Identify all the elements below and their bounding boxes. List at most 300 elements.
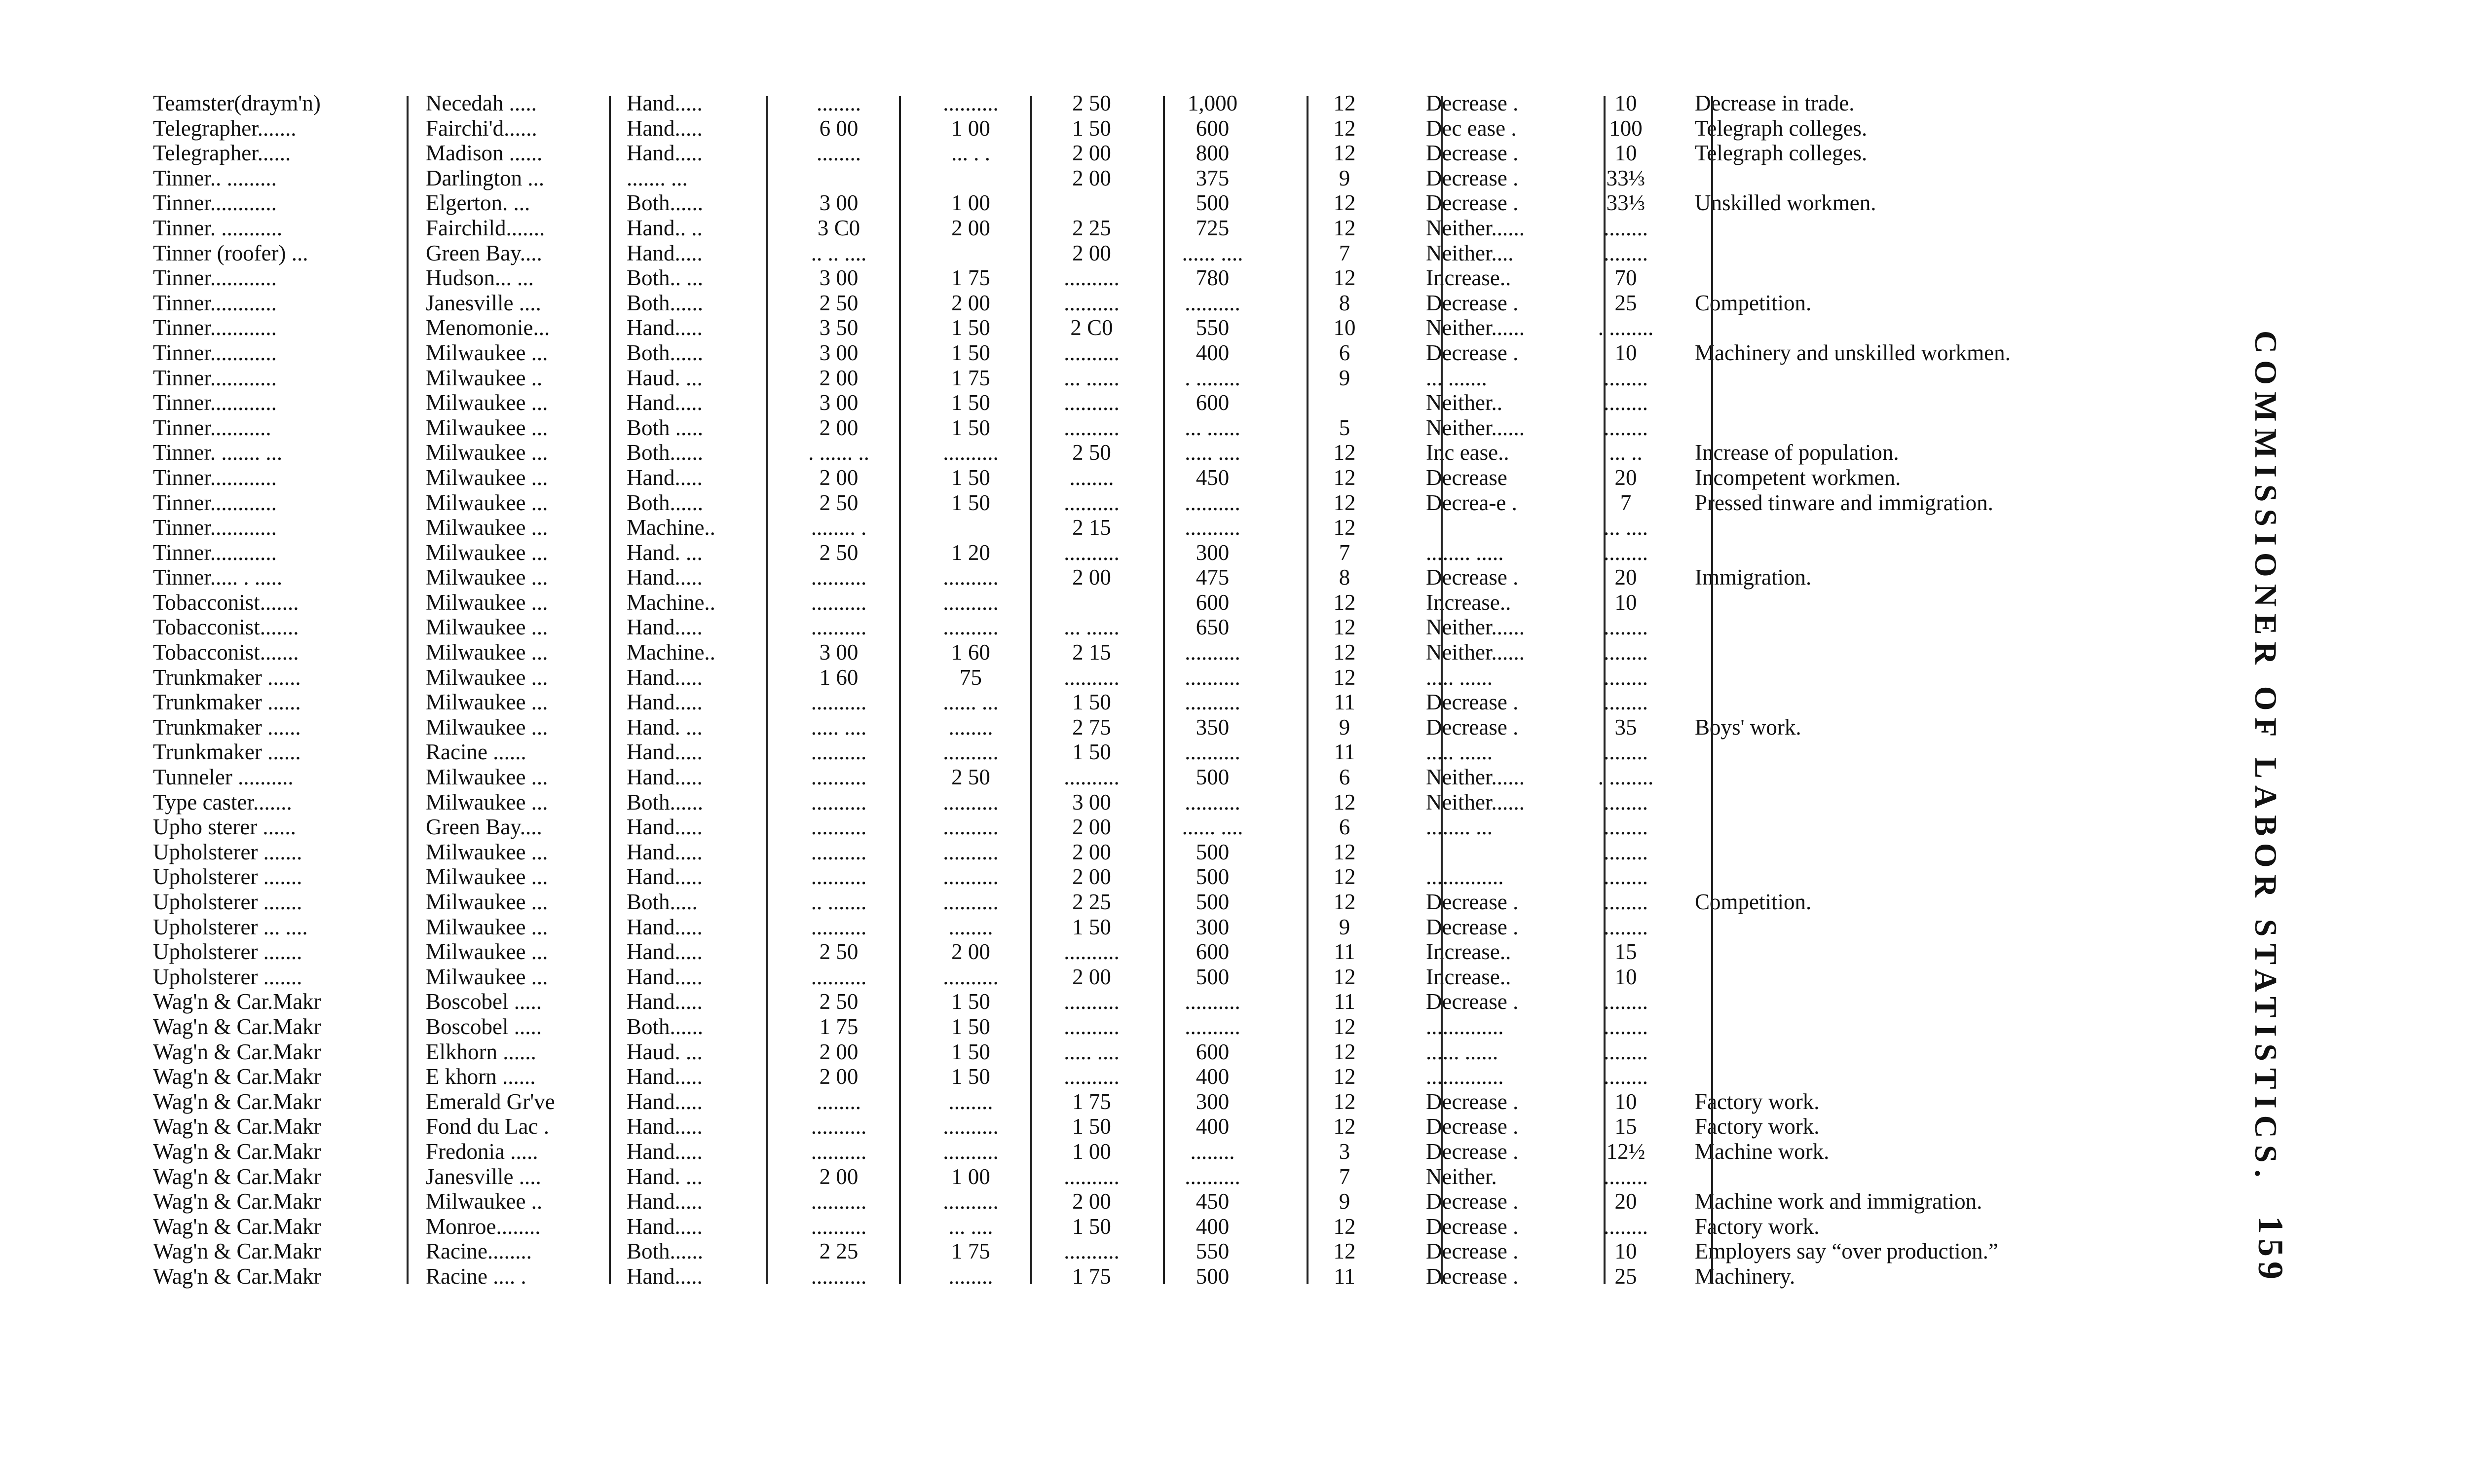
months-employed-cell: 12 [1333,890,1356,914]
wage-change-cell: Decrease . [1426,1214,1519,1239]
table-row [153,216,2201,241]
table-row [153,1189,2201,1214]
occupation-cell: Upholsterer ....... [153,964,302,989]
change-percent-cell: ........ [1604,415,1648,440]
occupation-cell: Tobacconist....... [153,615,299,640]
table-row [153,1264,2201,1289]
reason-cell: Factory work. [1695,1114,1820,1139]
wage-cell: .......... [1064,1064,1120,1089]
power-type-cell: Both ..... [627,415,704,440]
change-percent-cell: 10 [1614,590,1637,615]
earnings-cell: 600 [1196,390,1230,415]
wage-cell: .......... [1064,265,1120,291]
change-percent-cell: 20 [1614,1189,1637,1214]
occupation-cell: Tinner............ [153,315,277,340]
power-type-cell: Hand..... [627,465,703,490]
table-row [153,190,2201,216]
reason-cell [1680,265,2198,291]
wage-change-cell: .............. [1426,864,1504,890]
table-row [153,815,2201,840]
occupation-cell: Tinner............ [153,340,277,365]
power-type-cell: Haud. ... [627,1039,703,1064]
table-row [153,415,2201,441]
change-percent-cell: ........ [1604,914,1648,939]
table-row [153,965,2201,990]
power-type-cell: Both...... [627,340,704,365]
occupation-cell: Tinner............ [153,540,277,565]
wage-cell: 3 00 [819,265,859,291]
reason-cell [1680,540,2198,565]
wage-cell: .. .. .... [811,240,867,265]
months-employed-cell: 7 [1339,240,1350,265]
power-type-cell: Both...... [627,490,704,515]
wage-cell: ..... .... [1064,1039,1120,1064]
earnings-cell: 500 [1196,864,1230,890]
wage-cell: 1 50 [951,465,990,490]
location-cell: Milwaukee ... [426,615,548,640]
page-number: 159 [2251,1216,2290,1284]
wage-cell: 3 00 [1072,789,1111,815]
occupation-cell: Upholsterer ....... [153,839,302,864]
occupation-cell: Tinner. ........... [153,215,283,240]
wage-cell: ... .... [948,1214,993,1239]
wage-cell: .......... [1064,340,1120,365]
wage-cell: 1 60 [951,640,990,665]
earnings-cell: 475 [1196,565,1230,590]
wage-change-cell: Decrease . [1426,989,1519,1014]
reason-cell: Machinery. [1695,1263,1795,1289]
power-type-cell: Both...... [627,190,704,216]
months-employed-cell: 12 [1333,265,1356,291]
wage-cell: 1 75 [1072,1263,1111,1289]
table-row [153,366,2201,391]
change-percent-cell: ........ [1604,240,1648,265]
column-rule [1030,96,1032,1284]
wage-cell: 2 00 [1072,165,1111,190]
change-percent-cell: 12½ [1606,1139,1645,1164]
earnings-cell: .......... [1185,1014,1240,1039]
change-percent-cell: ........ [1604,640,1648,665]
wage-cell [1036,190,1147,216]
earnings-cell: 400 [1196,1114,1230,1139]
location-cell: Milwaukee ... [426,914,548,939]
power-type-cell: Hand..... [627,240,703,265]
occupation-cell: Wag'n & Car.Makr [153,1263,321,1289]
wage-cell [905,515,1036,540]
occupation-cell: Wag'n & Car.Makr [153,1014,321,1039]
wage-cell: .......... [943,815,999,840]
earnings-cell: .......... [1185,665,1240,690]
wage-cell: ... ...... [1064,615,1120,640]
reason-cell: Factory work. [1695,1089,1820,1114]
change-percent-cell: 20 [1614,465,1637,490]
occupation-cell: Tinner............ [153,465,277,490]
power-type-cell: Hand..... [627,615,703,640]
table-row [153,390,2201,415]
wage-cell: 1 00 [951,190,990,216]
earnings-cell: 300 [1196,540,1230,565]
wage-cell: .......... [1064,665,1120,690]
occupation-cell: Wag'n & Car.Makr [153,1214,321,1239]
table-row [153,315,2201,340]
months-employed-cell: 12 [1333,665,1356,690]
months-employed-cell: 11 [1334,690,1355,715]
earnings-cell: 500 [1196,765,1230,790]
wage-cell: 2 00 [819,465,859,490]
wage-cell: .......... [1064,415,1120,440]
table-row [153,565,2201,590]
earnings-cell: 500 [1196,839,1230,864]
occupation-cell: Tinner............ [153,290,277,315]
wage-cell: 1 75 [819,1014,859,1039]
location-cell: Milwaukee ... [426,839,548,864]
reason-cell: Machinery and unskilled workmen. [1695,340,2011,365]
change-percent-cell: ........ [1604,1014,1648,1039]
table-row [153,690,2201,715]
wage-cell: 1 60 [819,665,859,690]
occupation-cell: Tinner............ [153,190,277,216]
wage-change-cell: ...... ...... [1426,1039,1498,1064]
table-row [153,265,2201,291]
occupation-cell: Wag'n & Car.Makr [153,1239,321,1264]
wage-cell: .......... [811,789,867,815]
wage-cell: .......... [943,590,999,615]
reason-cell [1680,1039,2198,1065]
wage-change-cell: Decrease . [1426,890,1519,914]
wage-cell: .......... [943,1139,999,1164]
wage-change-cell [1411,840,1571,865]
reason-cell: Factory work. [1695,1214,1820,1239]
wage-cell [905,241,1036,266]
change-percent-cell: ........ [1604,1164,1648,1189]
wage-cell: .......... [1064,1239,1120,1264]
wage-change-cell: Decrease . [1426,1263,1519,1289]
wage-cell: ........ [948,914,993,939]
wage-cell: ... . . [951,141,990,166]
power-type-cell: Hand..... [627,740,703,765]
power-type-cell: Hand..... [627,91,703,115]
change-percent-cell: 7 [1620,490,1632,515]
location-cell: Milwaukee ... [426,890,548,914]
location-cell: Green Bay.... [426,815,542,840]
earnings-cell: .......... [1185,290,1240,315]
location-cell: Milwaukee ... [426,415,548,440]
reason-cell: Increase of population. [1695,440,1899,465]
reason-cell [1680,815,2198,840]
wage-cell: 1 00 [951,1164,990,1189]
months-employed-cell: 9 [1339,365,1350,390]
reason-cell [1680,640,2198,665]
table-row [153,340,2201,366]
wage-cell: 3 50 [819,315,859,340]
table-row [153,1014,2201,1039]
column-rule [407,96,409,1284]
power-type-cell: Machine.. [627,590,715,615]
location-cell: Milwaukee ... [426,714,548,740]
earnings-cell: 300 [1196,914,1230,939]
wage-cell: 2 00 [819,1039,859,1064]
occupation-cell: Wag'n & Car.Makr [153,1114,321,1139]
location-cell: Boscobel ..... [426,1014,542,1039]
occupation-cell: Wag'n & Car.Makr [153,1139,321,1164]
power-type-cell: Hand. ... [627,714,703,740]
reason-cell: Telegraph colleges. [1695,141,1868,166]
earnings-cell: 500 [1196,890,1230,914]
wage-cell: 1 50 [1072,740,1111,765]
table-row [153,1239,2201,1264]
occupation-cell: Tinner. ....... ... [153,440,283,465]
change-percent-cell: ........ [1604,740,1648,765]
table-row [153,1064,2201,1089]
location-cell: Milwaukee ... [426,939,548,965]
reason-cell [1680,515,2198,540]
earnings-cell: 500 [1196,1263,1230,1289]
change-percent-cell: ........ [1604,1064,1648,1089]
wage-cell: ...... ... [943,690,999,715]
wage-cell: .......... [1064,765,1120,790]
earnings-cell: .......... [1185,515,1240,540]
reason-cell: Machine work. [1695,1139,1830,1164]
location-cell: Emerald Gr've [426,1089,555,1114]
power-type-cell: Hand..... [627,839,703,864]
column-rule [1711,96,1713,1284]
wage-cell: .......... [1064,1014,1120,1039]
months-employed-cell: 11 [1334,939,1355,965]
table-row [153,490,2201,516]
table-row [153,1039,2201,1065]
months-employed-cell: 3 [1339,1139,1350,1164]
wage-cell: 1 75 [1072,1089,1111,1114]
wage-cell: .......... [943,1114,999,1139]
reason-cell [1680,740,2198,765]
earnings-cell: 725 [1196,215,1230,240]
wage-cell: .......... [811,964,867,989]
wage-cell: 3 00 [819,390,859,415]
wage-change-cell: Decrease . [1426,1189,1519,1214]
power-type-cell: Hand..... [627,815,703,840]
wage-cell: 2 00 [1072,864,1111,890]
power-type-cell: Both...... [627,789,704,815]
change-percent-cell: ........ [1604,215,1648,240]
table-row [153,715,2201,740]
wage-cell: 2 15 [1072,515,1111,540]
wage-cell: 1 50 [951,989,990,1014]
wage-change-cell: ........ ..... [1426,540,1504,565]
power-type-cell: Machine.. [627,640,715,665]
wage-change-cell: Neither...... [1426,789,1525,815]
wage-cell: .......... [811,1189,867,1214]
months-employed-cell: 12 [1333,190,1356,216]
reason-cell: Competition. [1695,290,1812,315]
months-employed-cell [1278,390,1411,415]
months-employed-cell: 11 [1334,1263,1355,1289]
location-cell: Milwaukee ... [426,540,548,565]
reason-cell: Decrease in trade. [1695,91,1855,115]
wage-cell: .. ....... [811,890,867,914]
wage-change-cell: Increase.. [1426,265,1511,291]
column-rule [609,96,611,1284]
reason-cell: Telegraph colleges. [1695,115,1868,141]
wage-cell: .......... [943,964,999,989]
power-type-cell: Hand..... [627,115,703,141]
change-percent-cell: ........ [1604,839,1648,864]
wage-change-cell: Decrease . [1426,190,1519,216]
wage-cell: .......... [1064,290,1120,315]
occupation-cell: Wag'n & Car.Makr [153,1039,321,1064]
months-employed-cell: 12 [1333,115,1356,141]
wage-cell: ..... .... [811,714,867,740]
wage-cell: 1 50 [1072,690,1111,715]
wage-cell: 2 00 [951,939,990,965]
power-type-cell: Haud. ... [627,365,703,390]
wage-cell: .......... [943,565,999,590]
months-employed-cell: 12 [1333,789,1356,815]
location-cell: Milwaukee ... [426,440,548,465]
earnings-cell: 780 [1196,265,1230,291]
months-employed-cell: 12 [1333,590,1356,615]
earnings-cell: 400 [1196,340,1230,365]
change-percent-cell: ........ [1604,989,1648,1014]
power-type-cell: Hand..... [627,765,703,790]
location-cell: Racine ...... [426,740,526,765]
wage-cell: 1 50 [951,390,990,415]
wage-cell: .......... [1064,490,1120,515]
months-employed-cell: 12 [1333,1114,1356,1139]
power-type-cell: Machine.. [627,515,715,540]
wage-change-cell: .............. [1426,1064,1504,1089]
table-row [153,1139,2201,1164]
wage-change-cell: ..... ...... [1426,740,1493,765]
change-percent-cell: ........ [1604,789,1648,815]
occupation-cell: Telegrapher...... [153,141,291,166]
earnings-cell: 600 [1196,1039,1230,1064]
wage-cell: .......... [943,890,999,914]
location-cell: Racine .... . [426,1263,526,1289]
column-rule [1441,96,1443,1284]
occupation-cell: Upholsterer ....... [153,939,302,965]
location-cell: Milwaukee .. [426,365,543,390]
wage-cell [905,166,1036,191]
reason-cell [1680,840,2198,865]
reason-cell [1680,366,2198,391]
location-cell: Milwaukee ... [426,640,548,665]
table-row [153,890,2201,915]
occupation-cell: Upholsterer ... .... [153,914,308,939]
occupation-cell: Upholsterer ....... [153,864,302,890]
change-percent-cell: 35 [1614,714,1637,740]
wage-cell: ........ [1069,465,1114,490]
change-percent-cell: . ........ [1598,765,1654,790]
power-type-cell: Both...... [627,290,704,315]
earnings-cell: 600 [1196,115,1230,141]
wage-cell: .......... [943,440,999,465]
earnings-cell: 500 [1196,964,1230,989]
location-cell: Necedah ..... [426,91,537,115]
table-row [153,440,2201,465]
location-cell: Milwaukee ... [426,340,548,365]
wage-cell: 1 75 [951,365,990,390]
location-cell: Milwaukee ... [426,765,548,790]
months-employed-cell: 9 [1339,914,1350,939]
months-employed-cell: 12 [1333,964,1356,989]
occupation-cell: Trunkmaker ...... [153,690,301,715]
earnings-cell: 375 [1196,165,1230,190]
table-row [153,465,2201,490]
wage-change-cell: Neither...... [1426,765,1525,790]
occupation-cell: Wag'n & Car.Makr [153,1064,321,1089]
months-employed-cell: 12 [1333,1089,1356,1114]
wage-cell: 2 50 [819,989,859,1014]
table-row [153,166,2201,191]
table-row [153,765,2201,790]
wage-change-cell: Neither.... [1426,240,1514,265]
power-type-cell: Both...... [627,1014,704,1039]
reason-cell [1680,1164,2198,1189]
wage-cell: ........ . [811,515,867,540]
wage-cell: . ...... .. [808,440,869,465]
wage-cell: 1 50 [1072,1214,1111,1239]
wage-cell: 2 00 [1072,839,1111,864]
power-type-cell: Hand..... [627,1114,703,1139]
location-cell: Janesville .... [426,290,541,315]
location-cell: Milwaukee ... [426,789,548,815]
table-row [153,840,2201,865]
earnings-cell: 650 [1196,615,1230,640]
location-cell: Milwaukee ... [426,565,548,590]
location-cell: Elkhorn ...... [426,1039,536,1064]
table-row [153,515,2201,540]
location-cell: Menomonie... [426,315,550,340]
wage-change-cell: Decrease . [1426,690,1519,715]
wage-cell: .......... [811,1139,867,1164]
power-type-cell: Hand. ... [627,540,703,565]
occupation-cell: Tinner (roofer) ... [153,240,308,265]
wage-change-cell: Neither...... [1426,640,1525,665]
wage-cell: .......... [811,839,867,864]
change-percent-cell: 70 [1614,265,1637,291]
months-employed-cell: 12 [1333,615,1356,640]
months-employed-cell: 12 [1333,1039,1356,1064]
power-type-cell: Both..... [627,890,698,914]
earnings-cell: 450 [1196,1189,1230,1214]
change-percent-cell: 15 [1614,939,1637,965]
power-type-cell: Hand..... [627,665,703,690]
wage-cell: 1 50 [951,490,990,515]
power-type-cell: Hand..... [627,690,703,715]
wage-change-cell [1411,515,1571,540]
months-employed-cell: 12 [1333,490,1356,515]
months-employed-cell: 12 [1333,1239,1356,1264]
power-type-cell: Hand..... [627,914,703,939]
wage-cell [772,166,905,191]
change-percent-cell: 10 [1614,964,1637,989]
power-type-cell: Hand.. .. [627,215,703,240]
reason-cell: Employers say “over production.” [1695,1239,1998,1264]
change-percent-cell: 25 [1614,290,1637,315]
occupation-cell: Telegrapher....... [153,115,297,141]
occupation-cell: Tobacconist....... [153,640,299,665]
wage-cell: 1 50 [951,1014,990,1039]
reason-cell [1680,1014,2198,1039]
location-cell: E khorn ...... [426,1064,536,1089]
wage-change-cell: Decrea-e . [1426,490,1517,515]
table-row [153,640,2201,665]
change-percent-cell: ........ [1604,390,1648,415]
occupation-cell: Tunneler .......... [153,765,294,790]
wage-cell: 2 00 [951,290,990,315]
earnings-cell: .......... [1185,690,1240,715]
occupation-cell: Type caster....... [153,789,292,815]
